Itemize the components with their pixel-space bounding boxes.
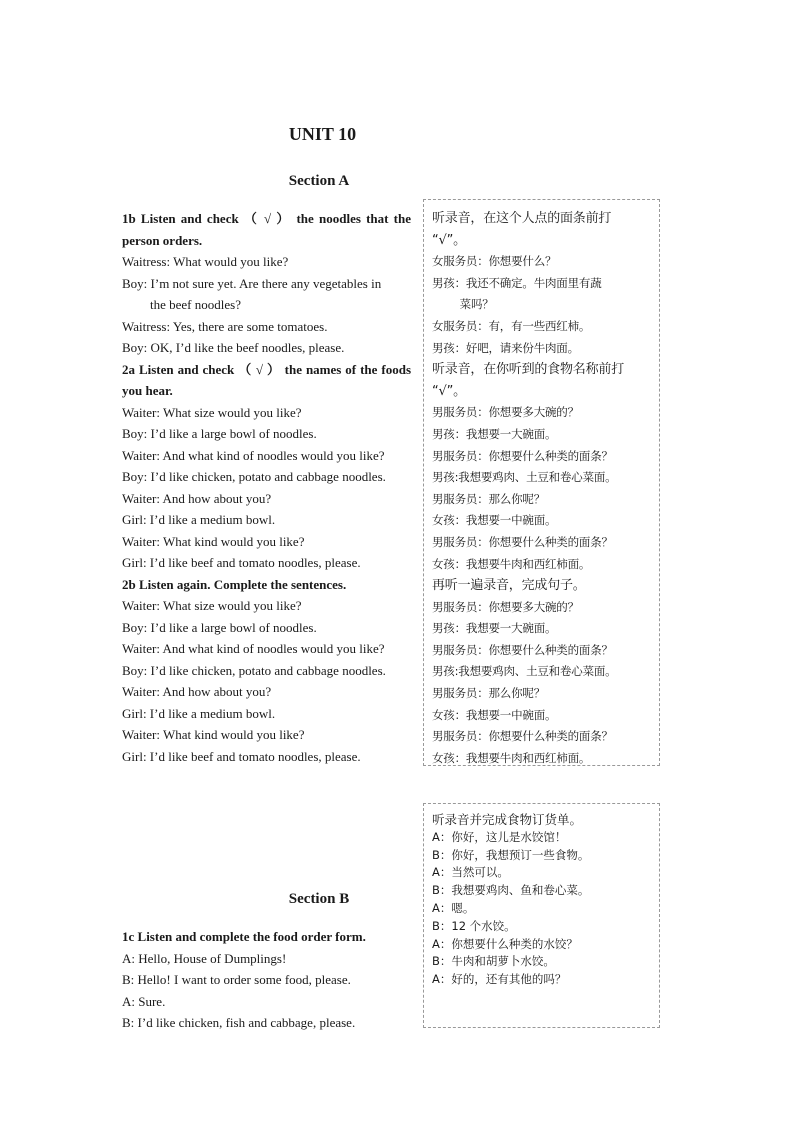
translation-line: 男孩:我想要鸡肉、土豆和卷心菜面。	[432, 664, 617, 679]
translation-line: 男孩：我还不确定。牛肉面里有蔬	[432, 275, 602, 290]
translation-line: 女服务员：有，有一些西红柿。	[432, 318, 591, 333]
translation-heading: 听录音并完成食物订货单。	[432, 812, 583, 827]
translation-line: 男服务员：你想要什么种类的面条？	[432, 534, 613, 549]
dialogue-line: Waiter: What size would you like?	[122, 598, 302, 613]
translation-line: B：你好，我想预订一些食物。	[432, 847, 590, 862]
dialogue-line: Waitress: Yes, there are some tomatoes.	[122, 318, 328, 334]
translation-heading: “√”。	[432, 232, 466, 248]
translation-box-section-b	[423, 803, 660, 1028]
dialogue-line: Girl: I’d like a medium bowl.	[122, 512, 276, 527]
translation-box-section-a	[423, 199, 660, 766]
translation-line: 女孩：我想要牛肉和西红柿面。	[432, 556, 591, 571]
translation-heading: 听录音，在你听到的食物名称前打	[432, 362, 625, 378]
translation-heading: 听录音，在这个人点的面条前打	[432, 211, 612, 226]
section-a-heading: Section A	[288, 173, 350, 189]
translation-heading: “√”。	[432, 383, 466, 399]
dialogue-line: Waitress: What would you like?	[122, 254, 289, 269]
translation-line: 男服务员：你想要多大碗的？	[432, 599, 579, 614]
dialogue-line: Waiter: And what kind of noodles would you like?	[122, 447, 385, 463]
dialogue-line: Waiter: And what kind of noodles would you like?	[122, 641, 385, 656]
translation-line: 男服务员：那么你呢？	[432, 491, 545, 506]
dialogue-line: the beef noodles?	[150, 297, 241, 312]
dialogue-line: Waiter: What kind would you like?	[122, 727, 305, 742]
page-title: UNIT 10	[288, 124, 357, 144]
translation-line: B：12 个水饺。	[432, 918, 516, 933]
translation-line: 男孩：好吧，请来份牛肉面。	[432, 340, 579, 355]
dialogue-line: Boy: I’d like chicken, potato and cabbage noodles.	[122, 469, 386, 484]
section-b-heading: Section B	[288, 891, 350, 907]
exercise-1c-heading: 1c Listen and complete the food order form.	[122, 929, 366, 944]
dialogue-line: B: I’d like chicken, fish and cabbage, please.	[122, 1015, 356, 1030]
dialogue-line: A: Sure.	[122, 993, 166, 1009]
dialogue-line: Waiter: And how about you?	[122, 490, 272, 506]
dialogue-line: Girl: I’d like a medium bowl.	[122, 705, 276, 721]
translation-line: 男服务员：那么你呢？	[432, 686, 545, 701]
translation-line: B：牛肉和胡萝卜水饺。	[432, 954, 555, 969]
dialogue-line: Waiter: And how about you?	[122, 684, 272, 699]
exercise-2a-heading: 2a Listen and check （ √ ） the names of the foods you hear.	[122, 361, 411, 398]
translation-line: 女孩：我想要一中碗面。	[432, 707, 557, 722]
translation-line: 男服务员：你想要多大碗的？	[432, 405, 579, 420]
translation-line: B：我想要鸡肉、鱼和卷心菜。	[432, 883, 590, 898]
exercise-2b-heading: 2b Listen again. Complete the sentences.	[122, 576, 347, 592]
translation-line: 男服务员：你想要什么种类的面条？	[432, 729, 613, 744]
dialogue-line: B: Hello! I want to order some food, please.	[122, 972, 351, 987]
translation-line: A：你好，这儿是水饺馆！	[432, 829, 567, 844]
translation-line: 男孩：我想要一大碗面。	[432, 426, 557, 441]
translation-line: A：好的，还有其他的吗？	[432, 972, 567, 987]
dialogue-line: A: Hello, House of Dumplings!	[122, 950, 287, 966]
dialogue-line: Girl: I’d like beef and tomato noodles, please.	[122, 555, 361, 570]
section-b-text	[122, 926, 411, 1034]
translation-line: 女孩：我想要牛肉和西红柿面。	[432, 750, 591, 765]
translation-line: 男孩：我想要一大碗面。	[432, 621, 557, 636]
translation-line: 菜吗？	[432, 297, 494, 312]
dialogue-line: Boy: I’d like a large bowl of noodles.	[122, 619, 317, 635]
translation-line: 女孩：我想要一中碗面。	[432, 513, 557, 528]
translation-line: 男服务员：你想要什么种类的面条？	[432, 642, 613, 657]
section-a-text	[122, 208, 411, 767]
translation-line: A：你想要什么种类的水饺？	[432, 936, 578, 951]
translation-line: 男服务员：你想要什么种类的面条？	[432, 448, 613, 463]
dialogue-line: Waiter: What kind would you like?	[122, 533, 305, 549]
dialogue-line: Girl: I’d like beef and tomato noodles, please.	[122, 748, 361, 764]
exercise-1b-heading: 1b Listen and check （ √ ） the noodles that the person orders.	[122, 211, 411, 248]
dialogue-line: Boy: I’m not sure yet. Are there any vegetables in	[122, 275, 382, 291]
dialogue-line: Boy: I’d like chicken, potato and cabbage noodles.	[122, 662, 386, 678]
translation-line: 女服务员：你想要什么？	[432, 254, 557, 269]
translation-line: 男孩:我想要鸡肉、土豆和卷心菜面。	[432, 470, 617, 485]
translation-heading: 再听一遍录音，完成句子。	[432, 578, 586, 594]
dialogue-line: Boy: OK, I’d like the beef noodles, please.	[122, 340, 345, 355]
translation-line: A：当然可以。	[432, 865, 509, 880]
translation-line: A：嗯。	[432, 900, 475, 915]
dialogue-line: Boy: I’d like a large bowl of noodles.	[122, 426, 317, 441]
dialogue-line: Waiter: What size would you like?	[122, 404, 302, 420]
